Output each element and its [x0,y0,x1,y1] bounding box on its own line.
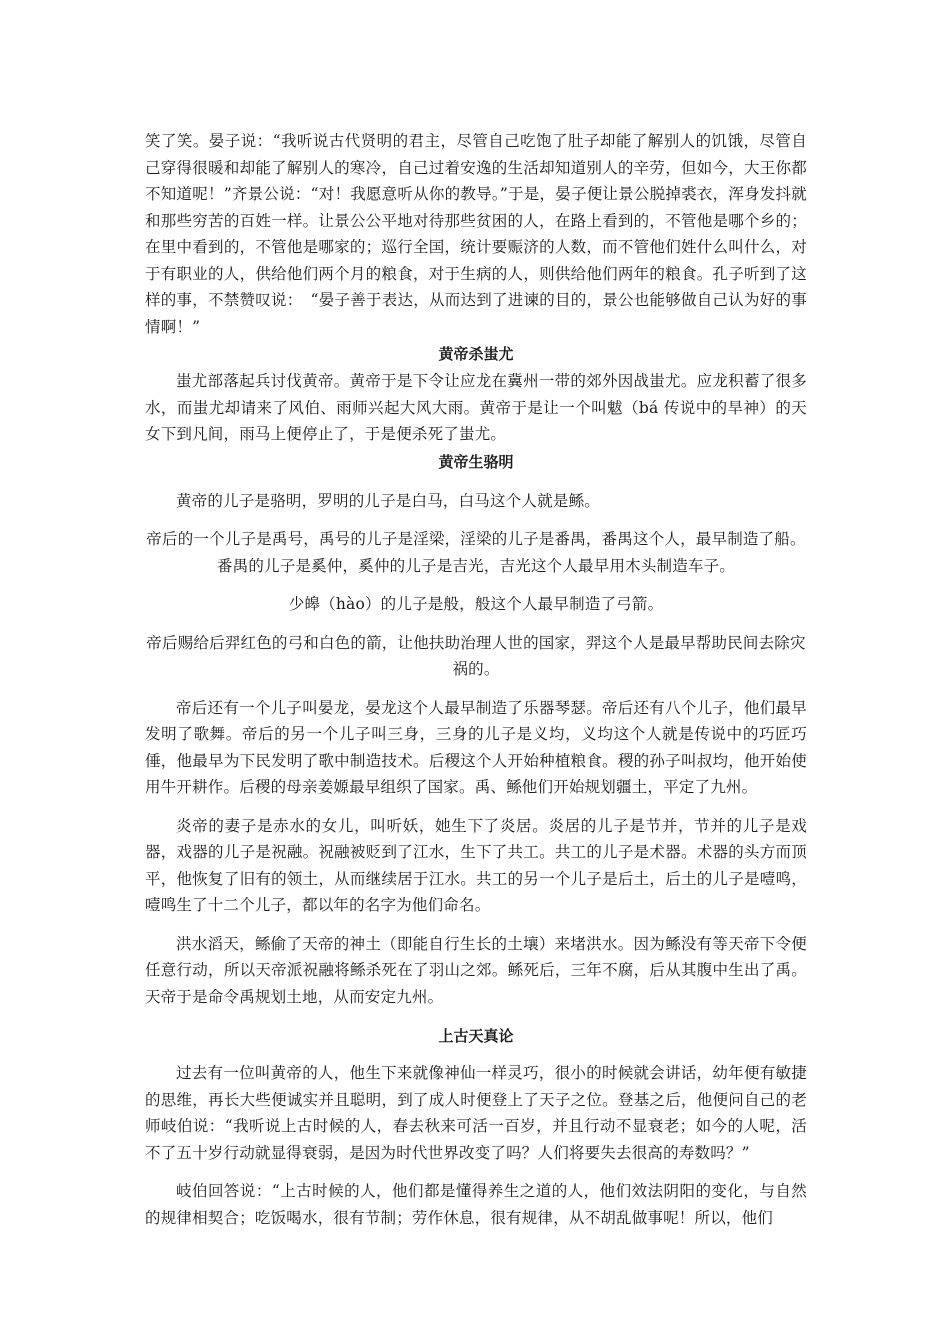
paragraph-huangdi-asks: 过去有一位叫黄帝的人，他生下来就像神仙一样灵巧，很小的时候就会讲话，幼年便有敏捷的思维，再长大些便诚实并且聪明，到了成人时便登上了天子之位。登基之后，他便问自己的老师岐伯说：“我听说上古时候的人，春去秋来可活一百岁，并且行动不显衰老；如今的人呢，活不了五十岁行动就显得衰弱，是因为时代世界改变了吗？人们将要失去很高的寿数吗？” [145,1064,807,1162]
paragraph-houyi: 帝后赐给后羿红色的弓和白色的箭，让他扶助治理人世的国家，羿这个人是最早帮助民间去除灾祸的。 [146,633,806,678]
heading-shanggu-tianzhen-lun: 上古天真论 [438,1027,514,1045]
paragraph-shaohao: 少皞（hào）的儿子是般，般这个人最早制造了弓箭。 [288,595,664,613]
paragraph-yandi: 炎帝的妻子是赤水的女儿，叫听妖，她生下了炎居。炎居的儿子是节并，节并的儿子是戏器，戏器的儿子是祝融。祝融被贬到了江水，生下了共工。共工的儿子是术器。术器的头方而顶平，他恢复了旧有的领土，从而继续居于江水。共工的另一个儿子是后土，后土的儿子是噎鸣，噎鸣生了十二个儿子，都以年的名字为他们命名。 [145,816,807,914]
paragraph-yanlong: 帝后还有一个儿子叫晏龙，晏龙这个人最早制造了乐器琴瑟。帝后还有八个儿子，他们最早发明了歌舞。帝后的另一个儿子叫三身，三身的儿子是义均，义均这个人就是传说中的巧匠巧倕，他最早为下民发明了歌中制造技术。后稷这个人开始种植粮食。稷的孙子叫叔均，他开始使用牛开耕作。后稷的母亲姜嫄最早组织了国家。禹、鲧他们开始规划疆土，平定了九州。 [145,698,807,796]
paragraph-yuhao: 帝后的一个儿子是禹号，禹号的儿子是淫梁，淫梁的儿子是番禺，番禺这个人，最早制造了船。番禺的儿子是奚仲，奚仲的儿子是吉光，吉光这个人最早用木头制造车子。 [146,530,806,575]
heading-huangdi-luoming: 黄帝生骆明 [438,452,514,471]
paragraph-qibo-answers: 岐伯回答说：“上古时候的人，他们都是懂得养生之道的人，他们效法阴阳的变化，与自然的规律相契合；吃饭喝水，很有节制；劳作休息，很有规律，从不胡乱做事呢！所以，他们 [145,1182,807,1227]
paragraph-flood: 洪水滔天，鲧偷了天帝的神土（即能自行生长的土壤）来堵洪水。因为鲧没有等天帝下令便任意行动，所以天帝派祝融将鲧杀死在了羽山之郊。鲧死后，三年不腐，后从其腹中生出了禹。天帝于是命令禹规划土地，从而安定九州。 [145,934,807,1006]
heading-huangdi-kills-chiyou: 黄帝杀蚩尤 [438,345,514,363]
paragraph-yanzi-continuation: 笑了笑。晏子说：“我听说古代贤明的君主，尽管自己吃饱了肚子却能了解别人的饥饿，尽管自己穿得很暖和却能了解别人的寒冷，自己过着安逸的生活却知道别人的辛劳，但如今，大王你都不知道呢！”齐景公说：“对！我愿意听从你的教导。”于是，晏子便让景公脱掉裘衣，浑身发抖就和那些穷苦的百姓一样。让景公公平地对待那些贫困的人，在路上看到的，不管他是哪个乡的；在里中看到的，不管他是哪家的；巡行全国，统计要赈济的人数，而不管他们姓什么叫什么，对于有职业的人，供给他们两个月的粮食，对于生病的人，则供给他们两年的粮食。孔子听到了这样的事，不禁赞叹说： “晏子善于表达，从而达到了进谏的目的，景公也能够做自己认为好的事情啊！” [145,132,807,336]
paragraph-chiyou: 蚩尤部落起兵讨伐黄帝。黄帝于是下令让应龙在冀州一带的郊外因战蚩尤。应龙积蓄了很多水，而蚩尤却请来了风伯、雨师兴起大风大雨。黄帝于是让一个叫魃（bá 传说中的旱神）的天女下到凡间，雨马上便停止了，于是便杀死了蚩尤。 [145,372,807,443]
paragraph-luoming: 黄帝的儿子是骆明，罗明的儿子是白马，白马这个人就是鲧。 [176,491,600,510]
